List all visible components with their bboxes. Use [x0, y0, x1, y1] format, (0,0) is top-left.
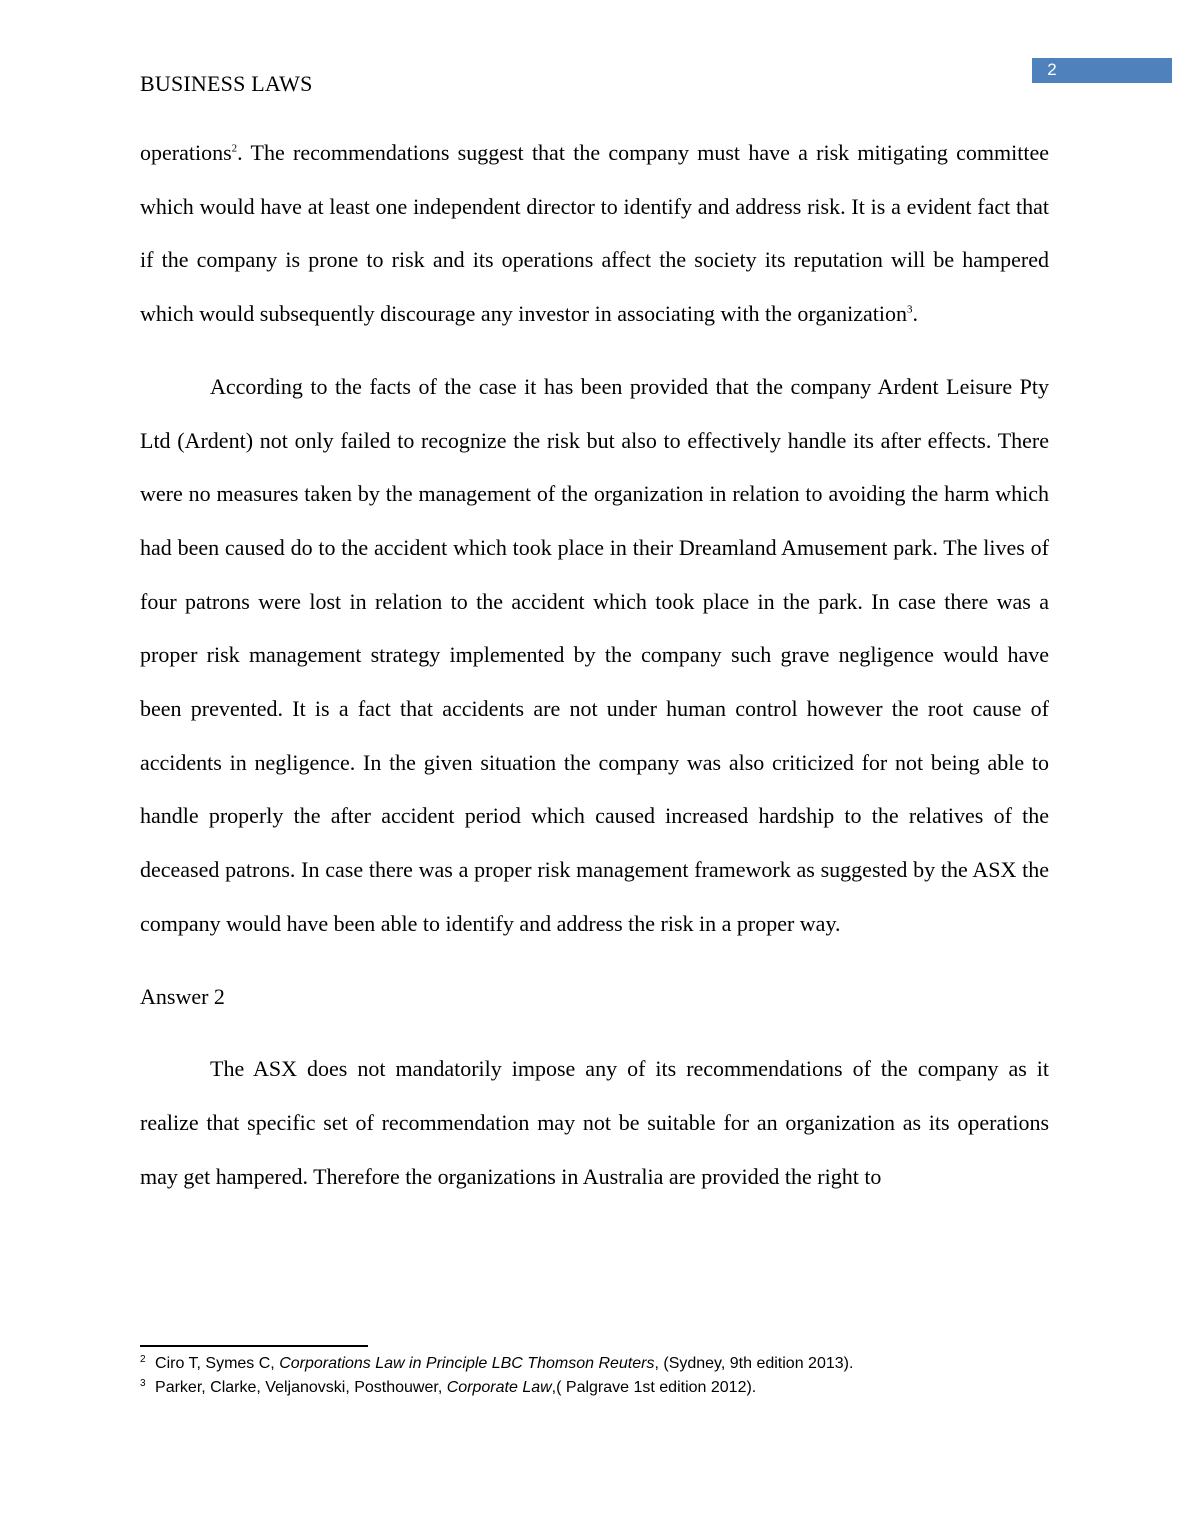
- paragraph-1-end: .: [912, 301, 918, 327]
- footnote-details: ,( Palgrave 1st edition 2012).: [551, 1379, 757, 1396]
- paragraph-3: The ASX does not mandatorily impose any of its recommendations of the company as it realize that specific set of recommendation may not be suitable for an organization as its operations may get hampered. Therefore the organizations in Australia are provided the right to: [140, 1056, 1049, 1189]
- footnote-3: [140, 1376, 853, 1400]
- footnote-ref-2: 2: [231, 142, 238, 155]
- footnote-authors: Parker, Clarke, Veljanovski, Posthouwer,: [155, 1379, 447, 1396]
- footnote-2: [140, 1352, 853, 1376]
- footnote-title: Corporations Law in Principle LBC Thomson Reuters: [279, 1355, 655, 1372]
- footnote-mark: 3: [140, 1377, 146, 1389]
- document-body: [140, 126, 1049, 1203]
- footnote-mark: 2: [140, 1353, 146, 1365]
- paragraph-2: According to the facts of the case it has been provided that the company Ardent Leisure Pty Ltd (Ardent) not only failed to recognize the risk but also to effectively handle its after effects. There were no measures taken by the management of the organization in relation to avoiding the harm which had been caused do to the accident which took place in their Dreamland Amusement park. The lives of four patrons were lost in relation to the accident which took place in the park. In case there was a proper risk management strategy implemented by the company such grave negligence would have been prevented. It is a fact that accidents are not under human control however the root cause of accidents in negligence. In the given situation the company was also criticized for not being able to handle properly the after accident period which caused increased hardship to the relatives of the deceased patrons. In case there was a proper risk management framework as suggested by the ASX the company would have been able to identify and address the risk in a proper way.: [140, 373, 1049, 936]
- footnote-separator: [140, 1345, 368, 1347]
- page-number-bar: [1032, 58, 1172, 83]
- running-head: BUSINESS LAWS: [140, 71, 313, 96]
- section-heading-answer-2: Answer 2: [140, 983, 225, 1009]
- footnotes: [140, 1352, 853, 1400]
- footnote-details: , (Sydney, 9th edition 2013).: [654, 1355, 854, 1372]
- paragraph-1: [140, 126, 1049, 341]
- footnote-authors: Ciro T, Symes C,: [155, 1355, 280, 1372]
- page-number: 2: [1047, 60, 1057, 79]
- paragraph-1-body: . The recommendations suggest that the company must have a risk mitigating committee which would have at least one independent director to identify and address risk. It is a evident fact that if the company is prone to risk and its operations affect the society its reputation will be hampered which would subsequently discourage any investor in associating with the organization: [140, 140, 1049, 327]
- footnote-ref-3: 3: [907, 303, 913, 316]
- paragraph-1-start: operations: [140, 140, 232, 165]
- footnote-title: Corporate Law: [446, 1379, 552, 1396]
